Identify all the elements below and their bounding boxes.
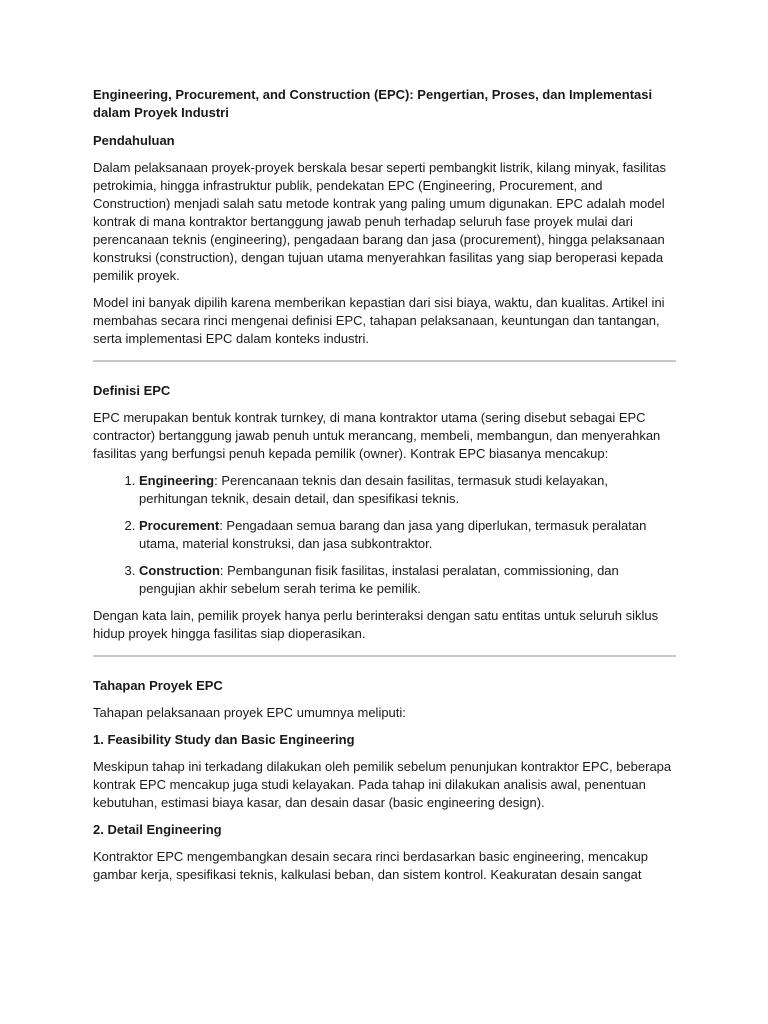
document-page — [93, 86, 676, 893]
list-item-term: Procurement — [139, 518, 220, 533]
list-item-term: Construction — [139, 563, 220, 578]
divider — [93, 360, 676, 362]
list-item — [139, 472, 676, 508]
section-heading-definisi: Definisi EPC — [93, 383, 171, 398]
epc-scope-list — [93, 472, 676, 598]
list-item-term: Engineering — [139, 473, 215, 488]
paragraph-tahapan-intro: Tahapan pelaksanaan proyek EPC umumnya meliputi: — [93, 705, 406, 720]
list-item-desc: : Pengadaan semua barang dan jasa yang diperlukan, termasuk peralatan utama, material konstruksi, dan jasa subkontraktor. — [139, 518, 647, 551]
list-item-desc: : Pembangunan fisik fasilitas, instalasi peralatan, commissioning, dan pengujian akhir sebelum serah terima ke pemilik. — [139, 563, 619, 596]
list-item — [139, 517, 676, 553]
subsection-heading-feasibility: 1. Feasibility Study dan Basic Engineering — [93, 732, 355, 747]
paragraph-definisi-1: EPC merupakan bentuk kontrak turnkey, di mana kontraktor utama (sering disebut sebagai EPC contractor) bertanggung jawab penuh untuk merancang, membeli, membangun, dan menyerahkan fasilitas yang berfungsi penuh kepada pemilik (owner). Kontrak EPC biasanya mencakup: — [93, 410, 661, 461]
document-title: Engineering, Procurement, and Construction (EPC): Pengertian, Proses, dan Implementasi dalam Proyek Industri — [93, 87, 653, 120]
paragraph-detail-engineering: Kontraktor EPC mengembangkan desain secara rinci berdasarkan basic engineering, mencakup gambar kerja, spesifikasi teknis, kalkulasi beban, dan sistem kontrol. Keakuratan desain sangat — [93, 849, 648, 882]
section-heading-pendahuluan: Pendahuluan — [93, 133, 175, 148]
section-heading-tahapan: Tahapan Proyek EPC — [93, 678, 223, 693]
paragraph-feasibility: Meskipun tahap ini terkadang dilakukan oleh pemilik sebelum penunjukan kontraktor EPC, beberapa kontrak EPC mencakup juga studi kelayakan. Pada tahap ini dilakukan analisis awal, penentuan kebutuhan, estimasi biaya kasar, dan desain dasar (basic engineering design). — [93, 759, 672, 810]
paragraph-intro-1: Dalam pelaksanaan proyek-proyek berskala besar seperti pembangkit listrik, kilang minyak, fasilitas petrokimia, hingga infrastruktur publik, pendekatan EPC (Engineering, Procurement, and Construction) menjadi salah satu metode kontrak yang paling umum digunakan. EPC adalah model kontrak di mana kontraktor bertanggung jawab penuh terhadap seluruh fase proyek mulai dari perencanaan teknis (engineering), pengadaan barang dan jasa (procurement), hingga pelaksanaan konstruksi (construction), dengan tujuan utama menyerahkan fasilitas yang siap beroperasi kepada pemilik proyek. — [93, 160, 666, 283]
paragraph-intro-2: Model ini banyak dipilih karena memberikan kepastian dari sisi biaya, waktu, dan kualitas. Artikel ini membahas secara rinci mengenai definisi EPC, tahapan pelaksanaan, keuntungan dan tantangan, serta implementasi EPC dalam konteks industri. — [93, 295, 665, 346]
list-item — [139, 562, 676, 598]
divider — [93, 655, 676, 657]
subsection-heading-detail-engineering: 2. Detail Engineering — [93, 822, 222, 837]
paragraph-definisi-2: Dengan kata lain, pemilik proyek hanya perlu berinteraksi dengan satu entitas untuk seluruh siklus hidup proyek hingga fasilitas siap dioperasikan. — [93, 608, 659, 641]
list-item-desc: : Perencanaan teknis dan desain fasilitas, termasuk studi kelayakan, perhitungan teknik, desain detail, dan spesifikasi teknis. — [139, 473, 608, 506]
